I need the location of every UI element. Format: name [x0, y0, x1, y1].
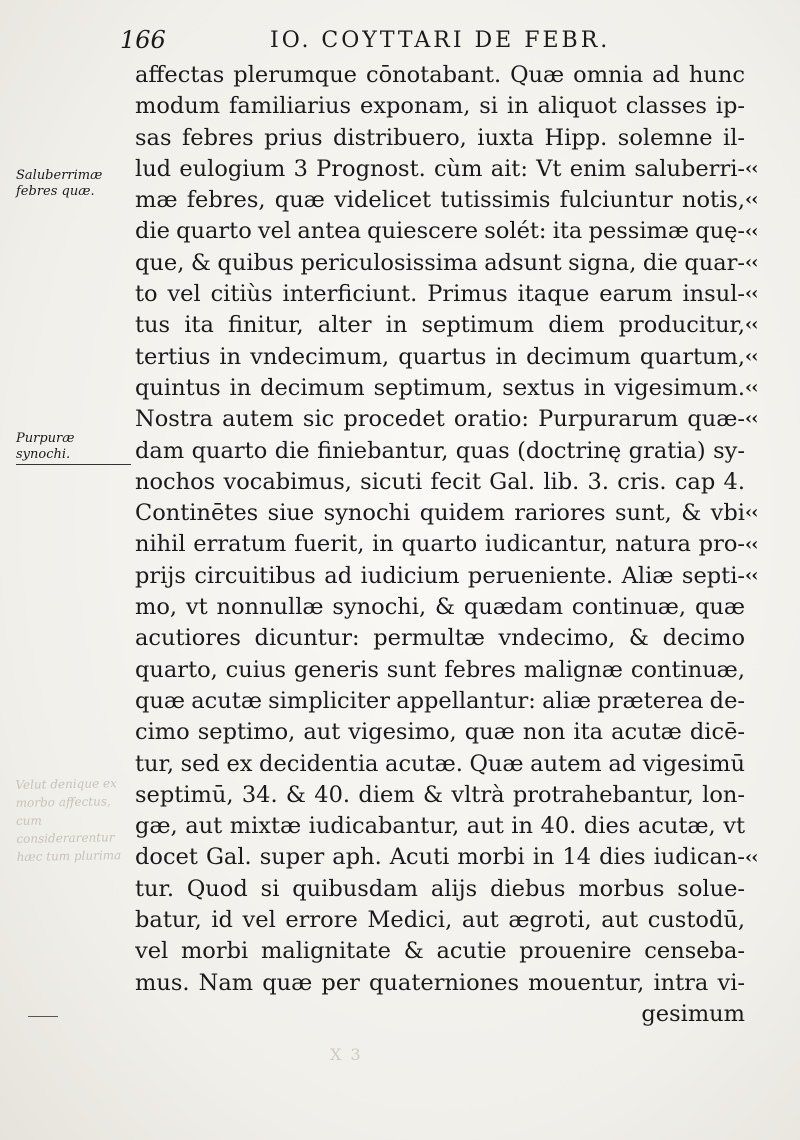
quote-mark: ‹‹ — [745, 157, 758, 179]
faint-signature-mark: X 3 — [330, 1045, 363, 1064]
quote-mark: ‹‹ — [745, 251, 758, 273]
margin-dash — [28, 1016, 58, 1017]
text-line: dam quarto die finiebantur, quas (doctrinę gratia) sy- — [135, 437, 745, 464]
margin-note-purpurae — [16, 431, 131, 465]
text-line: acutiores dicuntur: permultæ vndecimo, & decimo — [135, 625, 745, 652]
text-line: gesimum — [641, 1000, 745, 1027]
text-line: quæ acutæ simpliciter appellantur: aliæ præterea de- — [135, 687, 745, 714]
text-line: Continētes siue synochi quidem rariores sunt, & vbi — [135, 500, 745, 527]
text-line: mo, vt nonnullæ synochi, & quædam continuæ, quæ — [135, 594, 745, 621]
text-line: que, & quibus periculosissima adsunt signa, die quar- — [135, 249, 745, 276]
margin-note-purpurae-text: Purpuræ synochi. — [16, 431, 131, 465]
body-text — [135, 60, 745, 1030]
text-line: mæ febres, quæ videlicet tutissimis fulciuntur notis, — [135, 187, 745, 214]
text-line: affectas plerumque cōnotabant. Quæ omnia ad hunc — [135, 62, 745, 88]
text-line: modum familiarius exponam, si in aliquot classes ip- — [135, 93, 745, 120]
text-line: tus ita finitur, alter in septimum diem producitur, — [135, 312, 745, 339]
text-line: sas febres prius distribuero, iuxta Hipp. solemne il- — [135, 124, 745, 151]
bleed-through-text: Velut denique ex morbo affectus, cum considerarentur hæc tum plurima — [15, 776, 122, 864]
quote-mark: ‹‹ — [745, 283, 758, 305]
text-line: cimo septimo, aut vigesimo, quæ non ita acutæ dicē- — [135, 719, 745, 746]
quote-mark: ‹‹ — [745, 189, 758, 211]
margin-note-saluberrimae: Saluberrimæ febres quæ. — [16, 168, 103, 199]
text-line: tur, sed ex decidentia acutæ. Quæ autem ad vigesimū — [135, 750, 745, 777]
quote-mark: ‹‹ — [745, 345, 758, 367]
text-line: vel morbi malignitate & acutie prouenire censeba- — [135, 938, 745, 965]
quote-mark: ‹‹ — [745, 564, 758, 586]
text-line: quintus in decimum septimum, sextus in vigesimum. — [135, 374, 745, 401]
text-line: nihil erratum fuerit, in quarto iudicantur, natura pro- — [135, 531, 745, 558]
quote-mark: ‹‹ — [745, 533, 758, 555]
page-number: 166 — [120, 26, 166, 54]
text-line: Nostra autem sic procedet oratio: Purpurarum quæ- — [135, 406, 745, 433]
text-line: lud eulogium 3 Prognost. cùm ait: Vt enim saluberri- — [135, 155, 745, 182]
text-line: docet Gal. super aph. Acuti morbi in 14 dies iudican- — [135, 844, 745, 871]
quote-mark: ‹‹ — [745, 502, 758, 524]
quote-mark: ‹‹ — [745, 846, 758, 868]
page-header — [120, 20, 760, 60]
text-line: tur. Quod si quibusdam alijs diebus morbus solue- — [135, 875, 745, 902]
text-line: prijs circuitibus ad iudicium perueniente. Aliæ septi- — [135, 562, 745, 589]
text-line: quarto, cuius generis sunt febres malignæ continuæ, — [135, 656, 745, 683]
text-line: gæ, aut mixtæ iudicabantur, aut in 40. dies acutæ, vt — [135, 813, 745, 840]
running-title: IO. COYTTARI DE FEBR. — [270, 28, 611, 53]
text-line: tertius in vndecimum, quartus in decimum quartum, — [135, 343, 745, 370]
text-line: to vel citiùs interficiunt. Primus itaque earum insul- — [135, 281, 745, 308]
quote-mark: ‹‹ — [745, 408, 758, 430]
text-line: die quarto vel antea quiescere solét: ita pessimæ quę- — [135, 218, 745, 245]
text-line: mus. Nam quæ per quaterniones mouentur, intra vi- — [135, 969, 745, 996]
text-line: batur, id vel errore Medici, aut ægroti, aut custodū, — [135, 907, 745, 934]
quote-mark: ‹‹ — [745, 314, 758, 336]
text-line: nochos vocabimus, sicuti fecit Gal. lib. 3. cris. cap 4. — [135, 468, 745, 495]
quote-mark: ‹‹ — [745, 220, 758, 242]
text-line: septimū, 34. & 40. diem & vltrà protrahebantur, lon- — [135, 781, 745, 808]
quote-mark: ‹‹ — [745, 377, 758, 398]
